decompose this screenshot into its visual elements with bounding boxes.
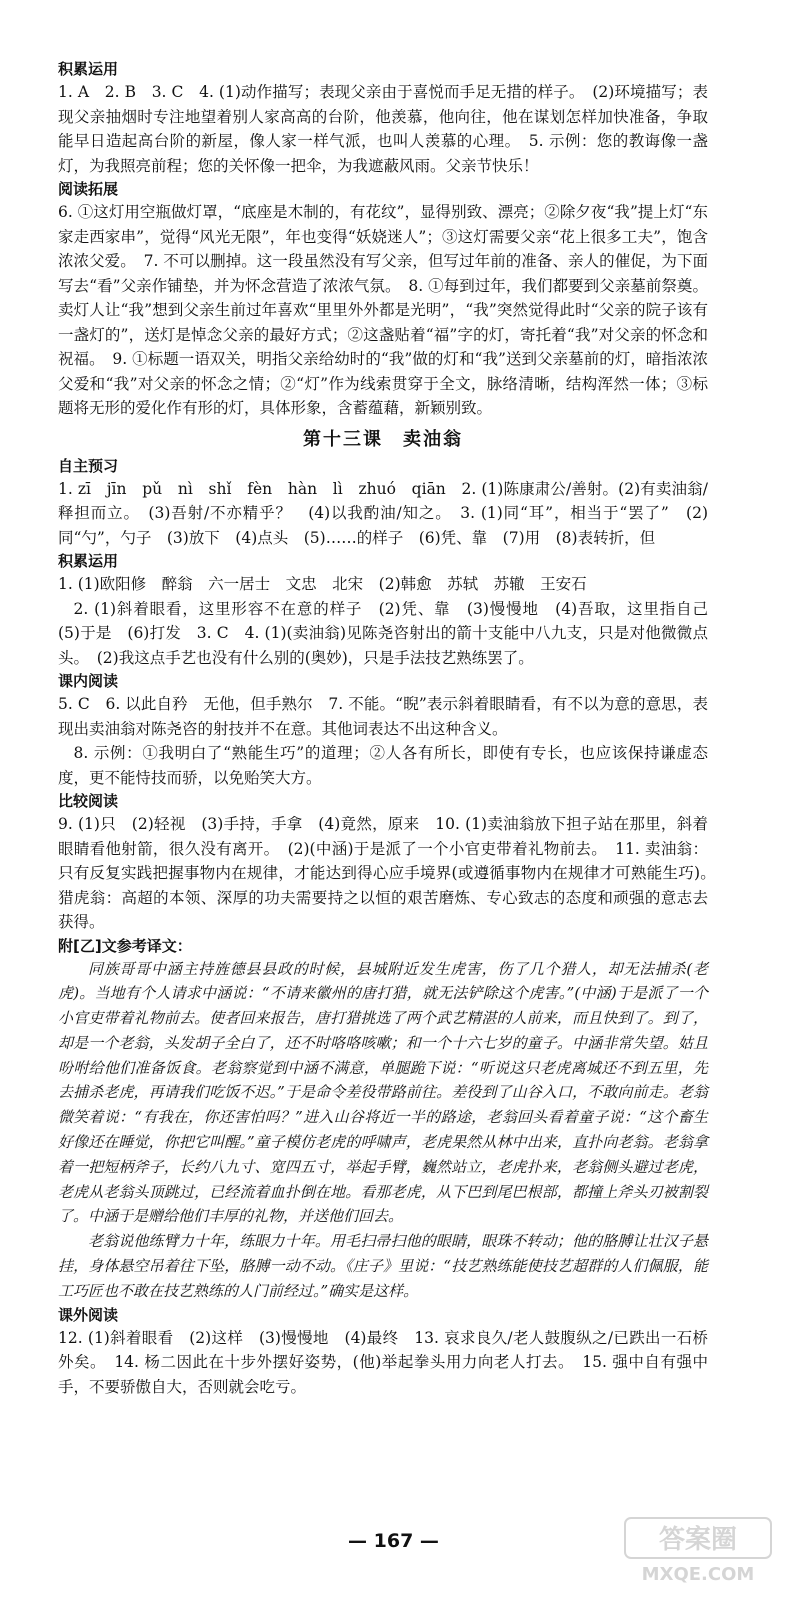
lesson-title: 第十三课 卖油翁 — [303, 428, 463, 450]
section-heading: 自主预习 — [58, 456, 119, 475]
answer-paragraph: 6. ①这灯用空瓶做灯罩，“底座是木制的，有花纹”，显得别致、漂亮；②除夕夜“我”提上灯“东家走西家串”，觉得“风光无限”，年也变得“妖娆迷人”；③这灯需要父亲“花上很多工夫”，饱含浓浓父爱。 7. 不可以删掉。这一段虽然没有写父亲，但写过年前的准备、亲人的催促，为下面写去“看”父亲作铺垫，并为怀念营造了浓浓气氛。 8. ①每到过年，我们都要到父亲墓前祭奠。卖灯人让“我”想到父亲生前过年喜欢“里里外外都是光明”，“我”突然觉得此时“父亲的院子该有一盏灯的”，送灯是悼念父亲的最好方式；②这盏贴着“福”字的灯，寄托着“我”对父亲的怀念和祝福。 9. ①标题一语双关，明指父亲给幼时的“我”做的灯和“我”送到父亲墓前的灯，暗指浓浓父爱和“我”对父亲的怀念之情；②“灯”作为线索贯穿于全文，脉络清晰，结构浑然一体；③标题将无形的爱化作有形的灯，具体形象，含蓄蕴藉，新颖别致。 — [58, 203, 708, 417]
answer-paragraph: 1. (1)欧阳修 醉翁 六一居士 文忠 北宋 (2)韩愈 苏轼 苏辙 王安石 — [58, 575, 587, 593]
answer-paragraph: 2. (1)斜着眼看，这里形容不在意的样子 (2)凭、靠 (3)慢慢地 (4)吾取，这里指自己 (5)于是 (6)打发 3. C 4. (1)(卖油翁)见陈尧咨射出的箭十支能中八九支，只是对他微微点头。 (2)我这点手艺也没有什么别的(奥妙)，只是手法技艺熟练罢了。 — [58, 599, 724, 667]
answer-paragraph: 1. A 2. B 3. C 4. (1)动作描写；表现父亲由于喜悦而手足无措的样子。 (2)环境描写；表现父亲抽烟时专注地望着别人家高高的台阶，他羡慕，他向往，他在谋划怎样加快准备，争取能早日造起高台阶的新屋，像人家一样气派，也叫人羡慕的心理。 5. 示例：您的教诲像一盏灯，为我照亮前程；您的关怀像一把伞，为我遮蔽风雨。父亲节快乐！ — [58, 83, 708, 175]
section-heading: 积累运用 — [58, 60, 119, 78]
translation-paragraph: 老翁说他练臂力十年，练眼力十年。用毛扫帚扫他的眼睛，眼珠不转动；他的胳膊让壮汉子悬挂，身体悬空吊着往下坠，胳膊一动不动。《庄子》里说：“技艺熟练能使技艺超群的人们佩服，能工巧匠也不敢在技艺熟练的人门前经过。”确实是这样。 — [58, 1232, 708, 1300]
section-heading: 附[乙]文参考译文： — [58, 936, 192, 955]
section-heading: 比较阅读 — [58, 792, 119, 810]
answer-paragraph: 12. (1)斜着眼看 (2)这样 (3)慢慢地 (4)最终 13. 哀求良久/老人鼓腹纵之/已跌出一石桥外矣。 14. 杨二因此在十步外摆好姿势，(他)举起拳头用力向老人打去。 15. 强中自有强中手，不要骄傲自大，否则就会吃亏。 — [58, 1328, 708, 1396]
watermark-logo — [623, 1516, 773, 1586]
answer-paragraph: 1. zī jīn pǔ nì shǐ fèn hàn lì zhuó qiān 2. (1)陈康肃公/善射。(2)有卖油翁/释担而立。 (3)吾射/不亦精乎？ (4)以我酌油/知之。 3. (1)同“耳”，相当于“罢了” (2)同“勺”，勺子 (3)放下 (4)点头 (5)……的样子 (6)凭、靠 (7)用 (8)表转折，但 — [58, 479, 708, 547]
section-heading: 课外阅读 — [58, 1305, 119, 1324]
answer-paragraph: 9. (1)只 (2)轻视 (3)手持，手拿 (4)竟然，原来 10. (1)卖油翁放下担子站在那里，斜着眼睛看他射箭，很久没有离开。 (2)(中涵)于是派了一个小官吏带着礼物前去。 11. 卖油翁：只有反复实践把握事物内在规律，才能达到得心应手境界(或遵循事物内在规律才可熟能生巧)。 猎虎翁：高超的本领、深厚的功夫需要持之以恒的艰苦磨炼、专心致志的态度和顽强的意志去获得。 — [58, 815, 724, 931]
answer-paragraph: 5. C 6. 以此自矜 无他，但手熟尔 7. 不能。“睨”表示斜着眼睛看，有不以为意的意思，表现出卖油翁对陈尧咨的射技并不在意。其他词表达不出这种含义。 — [58, 695, 708, 738]
translation-paragraph: 同族哥哥中涵主持旌德县县政的时候，县城附近发生虎害，伤了几个猎人，却无法捕杀(老虎)。当地有个人请求中涵说：“不请来徽州的唐打猎，就无法铲除这个虎害。”(中涵)于是派了一个小官吏带着礼物前去。使者回来报告，唐打猎挑选了两个武艺精湛的人前来，而且快到了。到了，却是一个老翁，头发胡子全白了，还不时咯咯咳嗽；和一个十六七岁的童子。中涵非常失望。姑且吩咐给他们准备饭食。老翁察觉到中涵不满意，单腿跪下说：“听说这只老虎离城还不到五里，先去捕杀老虎，再请我们吃饭不迟。”于是命令差役带路前往。差役到了山谷入口，不敢向前走。老翁微笑着说：“有我在，你还害怕吗？”进入山谷将近一半的路途，老翁回头看着童子说：“这个畜生好像还在睡觉，你把它叫醒。”童子模仿老虎的呼啸声，老虎果然从林中出来，直扑向老翁。老翁拿着一把短柄斧子，长约八九寸、宽四五寸，举起手臂，巍然站立，老虎扑来，老翁侧头避过老虎，老虎从老翁头顶跳过，已经流着血扑倒在地。看那老虎，从下巴到尾巴根部，都撞上斧头刃被割裂了。中涵于是赠给他们丰厚的礼物，并送他们回去。 — [58, 959, 708, 1226]
section-heading: 阅读拓展 — [58, 180, 119, 198]
svg-text:答案圈: 答案圈 — [658, 1525, 738, 1555]
answer-page — [58, 58, 724, 1399]
answer-paragraph: 8. 示例：①我明白了“熟能生巧”的道理；②人各有所长，即使有专长，也应该保持谦虚态度，更不能恃技而骄，以免贻笑大方。 — [58, 744, 708, 787]
page-number: — 167 — — [348, 1530, 439, 1552]
svg-text:MXQE.COM: MXQE.COM — [641, 1564, 755, 1585]
section-heading: 积累运用 — [58, 552, 119, 570]
section-heading: 课内阅读 — [58, 672, 119, 690]
